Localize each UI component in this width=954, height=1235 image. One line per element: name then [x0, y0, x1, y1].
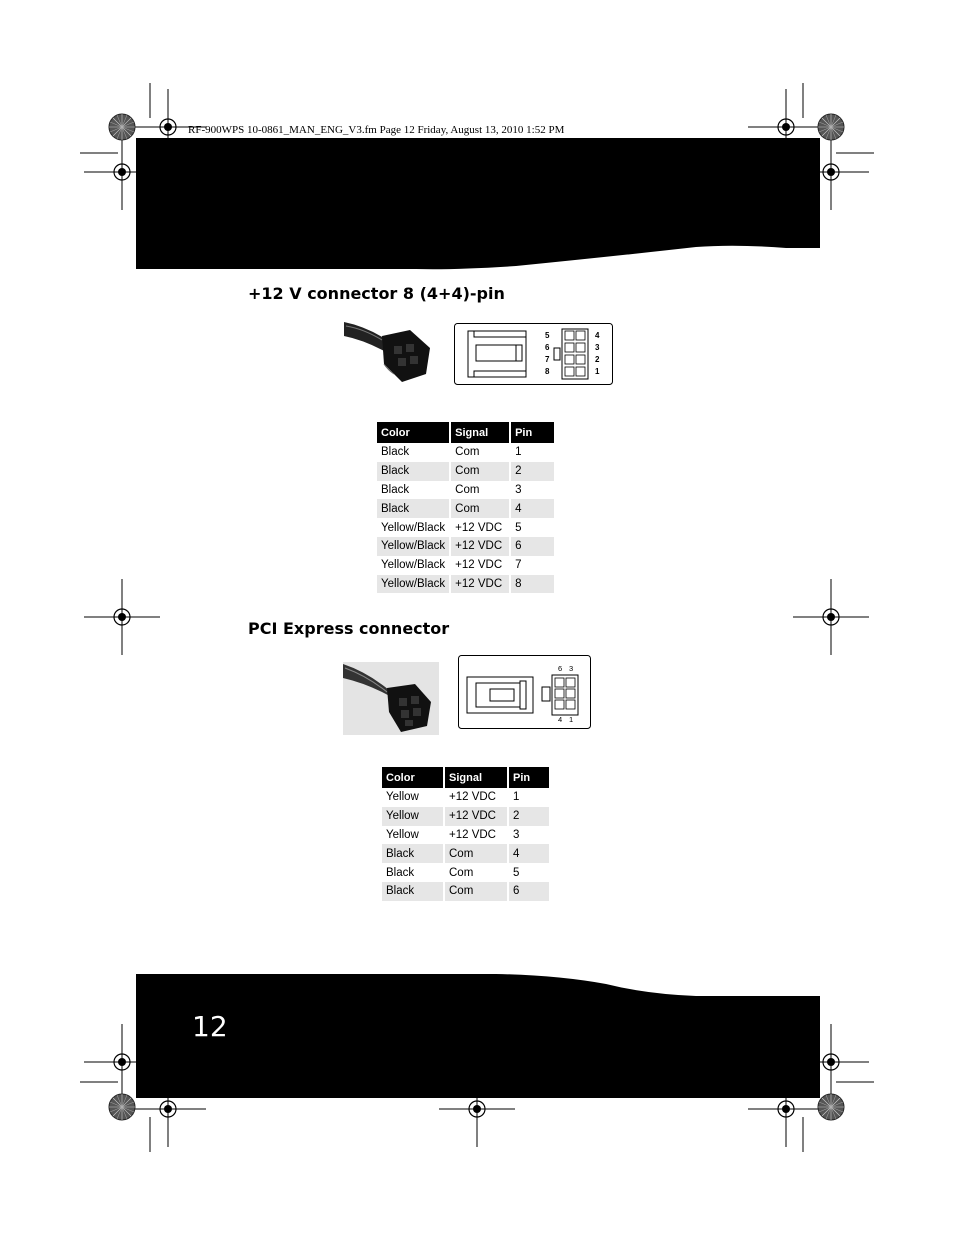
cell-signal: Com: [444, 882, 508, 901]
12v-pin-label: 1: [595, 367, 600, 376]
cell-color: Yellow: [382, 788, 444, 807]
column-header-color: Color: [377, 422, 450, 443]
cell-signal: Com: [444, 863, 508, 882]
section-title-12v-connector: +12 V connector 8 (4+4)-pin: [248, 284, 505, 303]
cell-signal: +12 VDC: [450, 556, 510, 575]
footer-band: [136, 974, 820, 1098]
pci-express-pin-table: [382, 767, 549, 901]
cell-color: Black: [377, 481, 450, 500]
table-row: [377, 575, 554, 594]
cell-color: Black: [382, 863, 444, 882]
12v-connector-diagram: [454, 323, 614, 386]
12v-pin-label: 3: [595, 343, 600, 352]
cell-signal: Com: [450, 462, 510, 481]
12v-pin-label: 5: [545, 331, 550, 340]
12v-pin-label: 7: [545, 355, 550, 364]
pci-pin-label: 3: [569, 664, 574, 673]
cell-signal: Com: [450, 481, 510, 500]
cell-pin: 4: [510, 499, 554, 518]
cell-color: Yellow/Black: [377, 537, 450, 556]
column-header-signal: Signal: [450, 422, 510, 443]
cell-color: Black: [382, 844, 444, 863]
12v-pin-label: 8: [545, 367, 550, 376]
cell-pin: 7: [515, 559, 522, 572]
print-slug: RF-900WPS 10-0861_MAN_ENG_V3.fm Page 12 Friday, August 13, 2010 1:52 PM: [188, 124, 565, 136]
column-header-signal: Signal: [444, 767, 508, 788]
cell-pin: 8: [510, 575, 554, 594]
cell-signal: +12 VDC: [450, 518, 510, 537]
table-row: [377, 462, 554, 481]
cell-pin: 3: [515, 483, 522, 496]
section-title-pci-express: PCI Express connector: [248, 619, 450, 638]
table-row: [382, 863, 549, 882]
pci-express-connector-photo: [343, 662, 439, 735]
cell-color: Black: [377, 462, 450, 481]
column-header-pin: Pin: [508, 767, 549, 788]
cell-color: Black: [382, 882, 444, 901]
table-row: [377, 537, 554, 556]
cell-color: Black: [377, 499, 450, 518]
cell-signal: +12 VDC: [444, 826, 508, 845]
12v-connector-photo: [344, 318, 434, 384]
cell-pin: 5: [515, 521, 522, 534]
cell-signal: Com: [444, 844, 508, 863]
cell-color: Yellow/Black: [377, 556, 450, 575]
column-header-pin: Pin: [510, 422, 554, 443]
table-row: [377, 443, 554, 462]
table-row: [377, 556, 554, 575]
cell-signal: +12 VDC: [444, 788, 508, 807]
cell-signal: +12 VDC: [450, 575, 510, 594]
cell-signal: +12 VDC: [444, 807, 508, 826]
cell-pin: 6: [508, 882, 549, 901]
cell-pin: 6: [510, 537, 554, 556]
cell-pin: 5: [513, 866, 520, 879]
column-header-color: Color: [382, 767, 444, 788]
cell-signal: +12 VDC: [450, 537, 510, 556]
pci-pin-label: 6: [558, 664, 563, 673]
cell-color: Black: [377, 443, 450, 462]
12v-pin-label: 6: [545, 343, 550, 352]
cell-pin: 4: [508, 844, 549, 863]
cell-color: Yellow/Black: [377, 575, 450, 594]
cell-color: Yellow: [382, 807, 444, 826]
table-row: [377, 481, 554, 500]
cell-signal: Com: [450, 499, 510, 518]
cell-signal: Com: [450, 443, 510, 462]
table-row: [382, 788, 549, 807]
table-row: [382, 844, 549, 863]
pci-pin-label: 1: [569, 715, 574, 724]
cell-pin: 3: [513, 828, 520, 841]
cell-pin: 1: [513, 791, 520, 804]
cell-pin: 2: [510, 462, 554, 481]
12v-pin-label: 4: [595, 331, 600, 340]
header-band: [136, 138, 820, 270]
pci-pin-label: 4: [558, 715, 563, 724]
12v-pin-table: [377, 422, 554, 593]
table-row: [382, 807, 549, 826]
table-row: [377, 518, 554, 537]
cell-color: Yellow: [382, 826, 444, 845]
page-number: 12: [192, 1010, 228, 1043]
12v-pin-label: 2: [595, 355, 600, 364]
table-row: [382, 882, 549, 901]
table-row: [377, 499, 554, 518]
cell-pin: 1: [515, 446, 522, 459]
cell-color: Yellow/Black: [377, 518, 450, 537]
cell-pin: 2: [508, 807, 549, 826]
table-row: [382, 826, 549, 845]
pci-express-connector-diagram: [458, 655, 592, 730]
